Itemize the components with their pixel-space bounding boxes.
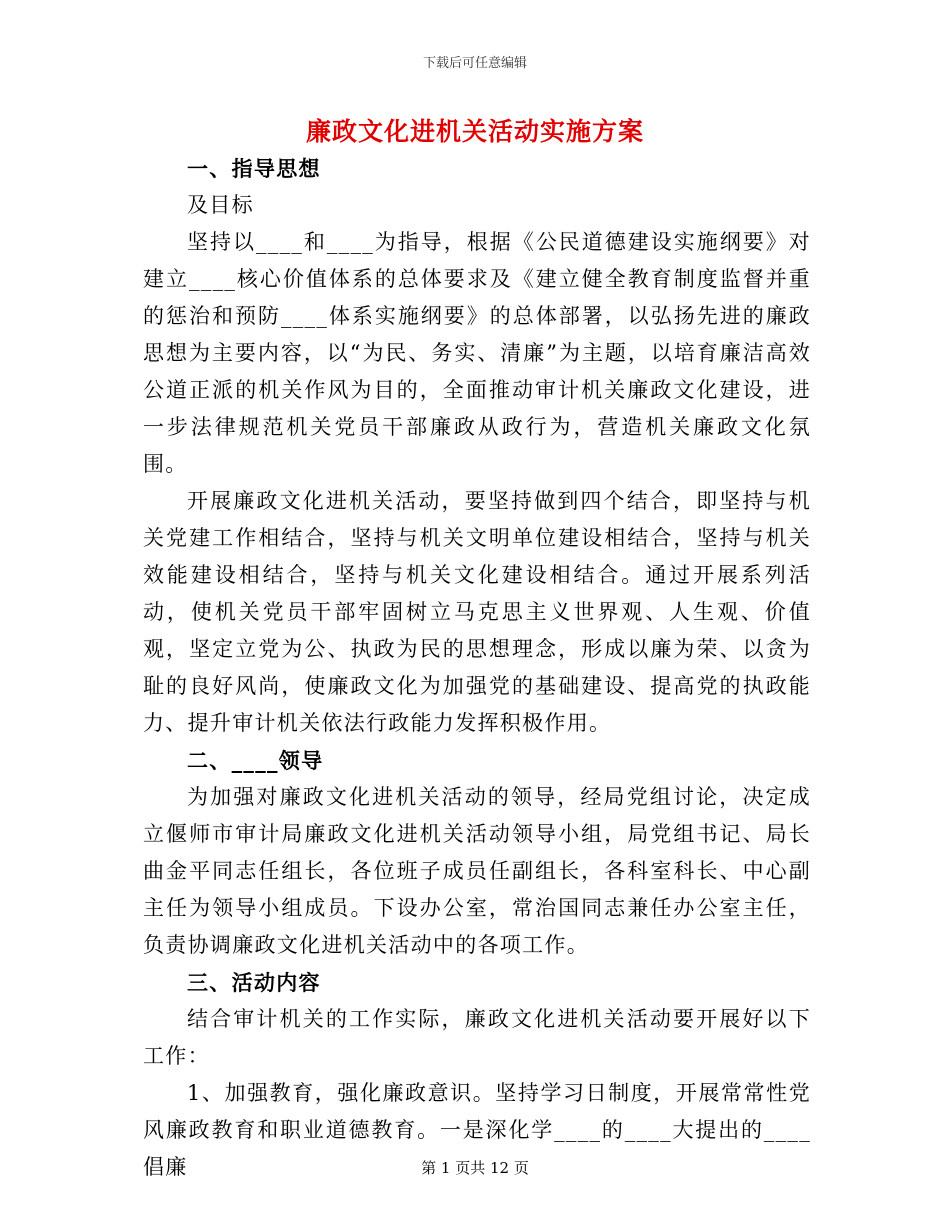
section-heading-3: 三、活动内容 <box>187 970 321 995</box>
document-title: 廉政文化进机关活动实施方案 <box>305 117 644 146</box>
paragraph-4: 结合审计机关的工作实际，廉政文化进机关活动要开展好以下工作： <box>143 1007 811 1068</box>
section-subheading-1: 及目标 <box>187 193 254 217</box>
header-note: 下载后可任意编辑 <box>422 56 527 71</box>
document-body <box>143 150 811 1186</box>
paragraph-2: 开展廉政文化进机关活动，要坚持做到四个结合，即坚持与机关党建工作相结合，坚持与机关文明单位建设相结合，坚持与机关效能建设相结合，坚持与机关文化建设相结合。通过开展系列活动，使机关党员干部牢固树立马克思主义世界观、人生观、价值观，坚定立党为公、执政为民的思想理念，形成以廉为荣、以贪为耻的良好风尚，使廉政文化为加强党的基础建设、提高党的执政能力、提升审计机关依法行政能力发挥积极作用。 <box>143 489 811 735</box>
paragraph-1: 坚持以____和____为指导，根据《公民道德建设实施纲要》对建立____核心价值体系的总体要求及《建立健全教育制度监督并重的惩治和预防____体系实施纲要》的总体部署，以弘扬先进的廉政思想为主要内容，以“为民、务实、清廉”为主题，以培育廉洁高效公道正派的机关作风为目的，全面推动审计机关廉政文化建设，进一步法律规范机关党员干部廉政从政行为，营造机关廉政文化氛围。 <box>143 230 811 476</box>
section-heading-2: 二、____领导 <box>187 748 324 773</box>
paragraph-3: 为加强对廉政文化进机关活动的领导，经局党组讨论，决定成立偃师市审计局廉政文化进机关活动领导小组，局党组书记、局长曲金平同志任组长，各位班子成员任副组长，各科室科长、中心副主任为领导小组成员。下设办公室，常治国同志兼任办公室主任，负责协调廉政文化进机关活动中的各项工作。 <box>143 785 811 957</box>
section-heading-1: 一、指导思想 <box>187 156 321 181</box>
page-footer: 第 1 页共 12 页 <box>421 1159 529 1177</box>
paragraph-5: 1、加强教育，强化廉政意识。坚持学习日制度，开展常常性党风廉政教育和职业道德教育。一是深化学____的____大提出的____倡廉 <box>143 1081 811 1179</box>
